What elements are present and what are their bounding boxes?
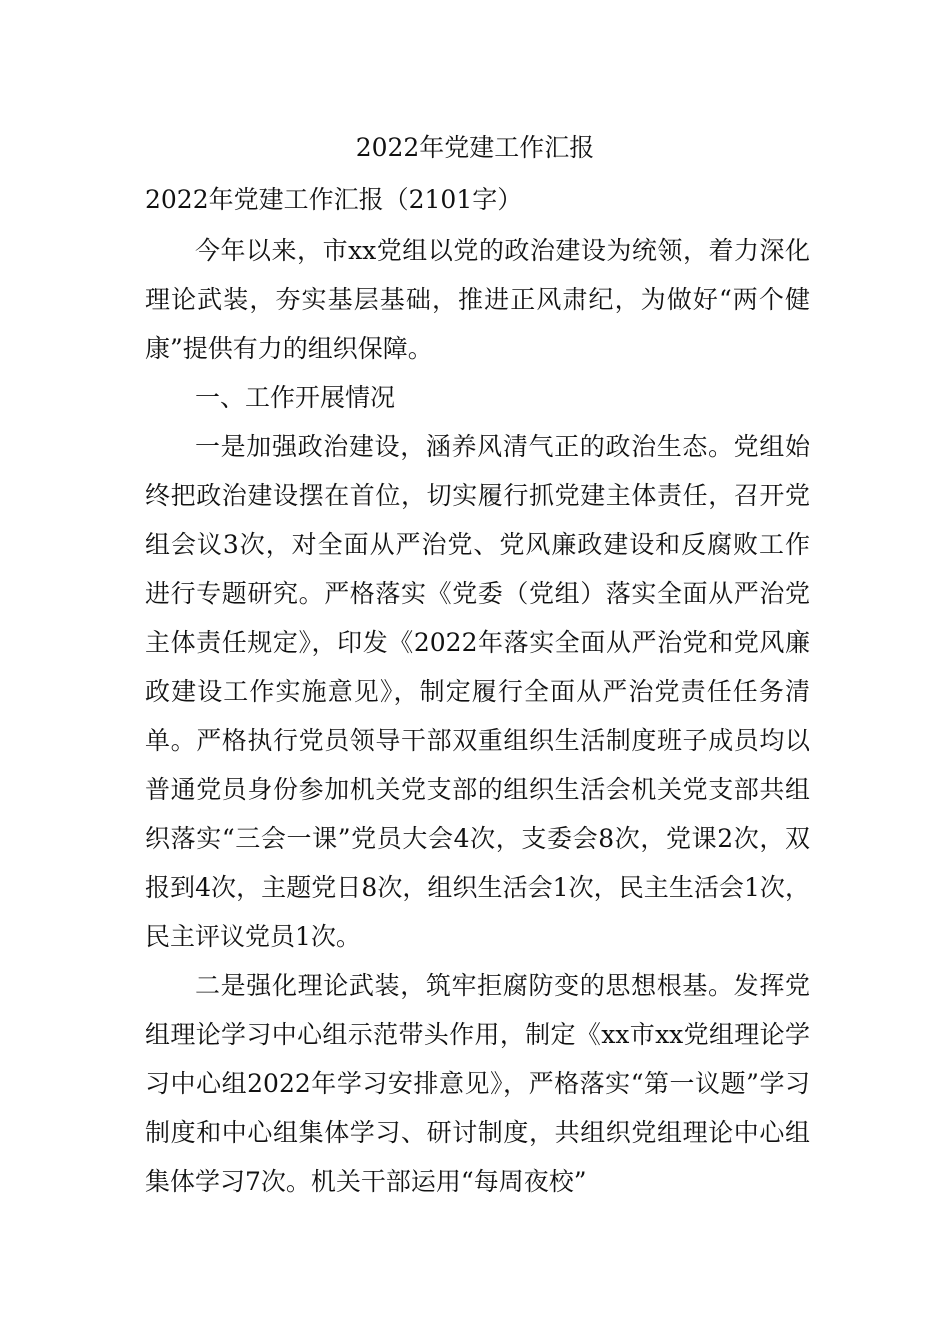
body-paragraph: 一是加强政治建设，涵养风清气正的政治生态。党组始终把政治建设摆在首位，切实履行抓党建主体责任，召开党组会议3次，对全面从严治党、党风廉政建设和反腐败工作进行专题研究。严格落实《党委（党组）落实全面从严治党主体责任规定》，印发《2022年落实全面从严治党和党风廉政建设工作实施意见》，制定履行全面从严治党责任任务清单。严格执行党员领导干部双重组织生活制度班子成员均以普通党员身份参加机关党支部的组织生活会机关党支部共组织落实“三会一课”党员大会4次，支委会8次，党课2次，双报到4次，主题党日8次，组织生活会1次，民主生活会1次，民主评议党员1次。 — [145, 432, 810, 951]
document-title: 2022年党建工作汇报 — [355, 133, 595, 162]
body-paragraph: 二是强化理论武装，筑牢拒腐防变的思想根基。发挥党组理论学习中心组示范带头作用，制定《xx市xx党组理论学习中心组2022年学习安排意见》，严格落实“第一议题”学习制度和中心组集体学习、研讨制度，共组织党组理论中心组集体学习7次。机关干部运用“每周夜校” — [145, 971, 810, 1196]
document-body — [145, 226, 810, 1206]
intro-paragraph: 今年以来，市xx党组以党的政治建设为统领，着力深化理论武装，夯实基层基础，推进正风肃纪，为做好“两个健康”提供有力的组织保障。 — [145, 236, 810, 363]
document-subtitle: 2022年党建工作汇报（2101字） — [145, 185, 523, 214]
section-heading: 一、工作开展情况 — [195, 383, 396, 412]
